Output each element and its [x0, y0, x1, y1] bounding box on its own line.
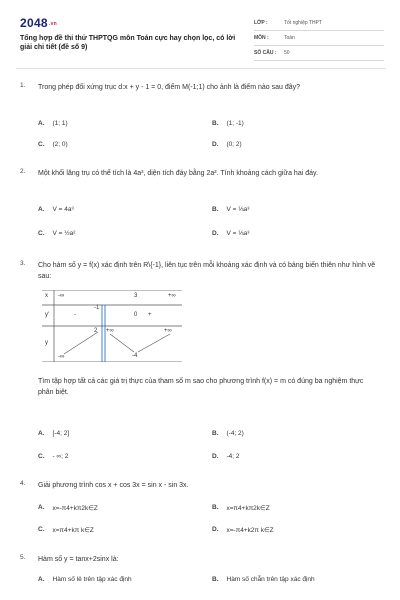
option-c[interactable]	[38, 526, 94, 534]
option-b[interactable]	[212, 120, 244, 127]
question-text: Hàm số y = tanx+2sinx là:	[38, 556, 119, 563]
option-text: V = ⅓a³	[226, 230, 250, 237]
option-text: V = ½a²	[52, 230, 76, 237]
option-key: D.	[212, 526, 219, 533]
x-value: 3	[134, 293, 138, 299]
header	[16, 12, 386, 64]
x-value: -1	[94, 305, 100, 311]
question-number: 1.	[20, 82, 26, 89]
variation-table-grid	[42, 290, 182, 362]
option-text: x=-π4+k2π k∈Z	[226, 527, 274, 534]
y-value: -4	[132, 353, 138, 359]
y-value: +∞	[164, 328, 172, 334]
option-key: C.	[38, 230, 45, 237]
option-text: x=π4+kπ k∈Z	[52, 527, 94, 534]
option-a[interactable]	[38, 430, 69, 437]
option-text: V = ⅓a³	[226, 206, 250, 213]
meta-row-count	[254, 46, 384, 61]
option-key: A.	[38, 576, 45, 583]
option-text: x=π4+kπ2k∈Z	[226, 505, 270, 512]
option-key: A.	[38, 430, 45, 437]
meta-value: 50	[284, 50, 290, 56]
y-value: 2	[94, 328, 98, 334]
x-value: -∞	[58, 293, 65, 299]
exam-title: Tổng hợp đề thi thử THPTQG môn Toán cực hay chọn lọc, có lời giải chi tiết (đề số 9)	[20, 35, 236, 51]
option-key: C.	[38, 141, 45, 148]
option-key: C.	[38, 453, 45, 460]
option-key: A.	[38, 504, 45, 511]
option-text: Hàm số chẵn trên tập xác định	[226, 576, 315, 583]
y-value: -∞	[58, 354, 65, 360]
option-text: (2; 0)	[52, 141, 68, 148]
derivative-sign: -	[74, 312, 76, 318]
question-text: Cho hàm số y = f(x) xác định trên R\{-1}, liên tục trên mỗi khoảng xác định và có bảng biến thiên như hình vẽ sau:	[38, 262, 376, 280]
option-c[interactable]	[38, 230, 75, 237]
question-number: 2.	[20, 168, 26, 175]
option-a[interactable]	[38, 576, 132, 583]
option-d[interactable]	[212, 230, 249, 237]
meta-label: MÔN :	[254, 35, 269, 41]
question-number: 4.	[20, 480, 26, 487]
row-label-y: y	[45, 340, 48, 346]
option-b[interactable]	[212, 576, 315, 583]
option-c[interactable]	[38, 141, 68, 148]
exam-meta	[254, 16, 384, 61]
question-text: Trong phép đối xứng trục d:x + y - 1 = 0, điểm M(-1;1) cho ảnh là điểm nào sau đây?	[38, 84, 301, 91]
option-text: (1; -1)	[226, 120, 244, 127]
derivative-zero: 0	[134, 312, 138, 318]
row-label-x: x	[45, 293, 48, 299]
option-text: x=-π4+kπ2k∈Z	[52, 505, 98, 512]
meta-row-class	[254, 16, 384, 31]
x-value: +∞	[168, 293, 176, 299]
question-text: Một khối lăng trụ có thể tích là 4a³, diện tích đáy bằng 2a². Tính khoảng cách giữa hai đáy.	[38, 170, 318, 177]
logo-suffix: .vn	[48, 20, 58, 27]
logo-text: 2048	[20, 16, 48, 30]
option-text: (-4; 2)	[226, 430, 244, 437]
option-d[interactable]	[212, 453, 240, 460]
variation-table	[42, 290, 182, 362]
option-text: (0; 2)	[226, 141, 242, 148]
option-key: D.	[212, 141, 219, 148]
question-number: 5.	[20, 554, 26, 561]
question-text: Giải phương trình cos x + cos 3x = sin x - sin 3x.	[38, 482, 189, 489]
option-b[interactable]	[212, 504, 270, 512]
option-b[interactable]	[212, 206, 249, 213]
option-b[interactable]	[212, 430, 244, 437]
header-divider	[16, 68, 386, 69]
option-key: A.	[38, 206, 45, 213]
meta-value: Toán	[284, 35, 295, 41]
meta-value: Tốt nghiệp THPT	[284, 20, 322, 26]
option-text: - ∞; 2	[52, 453, 69, 460]
y-value: +∞	[106, 328, 114, 334]
option-c[interactable]	[38, 453, 68, 460]
option-text: (1; 1)	[52, 120, 68, 127]
option-text: -4; 2	[226, 453, 240, 460]
option-a[interactable]	[38, 504, 98, 512]
option-text: [-4; 2]	[52, 430, 70, 437]
meta-label: LỚP :	[254, 20, 268, 26]
option-d[interactable]	[212, 141, 242, 148]
meta-row-subject	[254, 31, 384, 46]
option-key: B.	[212, 120, 219, 127]
option-key: D.	[212, 453, 219, 460]
option-a[interactable]	[38, 206, 74, 213]
option-key: B.	[212, 430, 219, 437]
question-text-followup: Tìm tập hợp tất cả các giá trị thực của tham số m sao cho phương trình f(x) = m có đúng ba nghiệm thực phân biệt.	[38, 378, 364, 396]
option-text: Hàm số lẻ trên tập xác định	[52, 576, 132, 583]
option-key: A.	[38, 120, 45, 127]
row-label-yprime: y'	[45, 312, 50, 318]
option-text: V = 4a³	[52, 206, 74, 213]
option-key: C.	[38, 526, 45, 533]
meta-label: SỐ CÂU :	[254, 50, 277, 56]
option-d[interactable]	[212, 526, 274, 534]
option-a[interactable]	[38, 120, 68, 127]
option-key: B.	[212, 504, 219, 511]
question-number: 3.	[20, 260, 26, 267]
derivative-sign: +	[148, 312, 152, 318]
option-key: B.	[212, 206, 219, 213]
site-logo[interactable]	[20, 16, 57, 30]
option-key: B.	[212, 576, 219, 583]
option-key: D.	[212, 230, 219, 237]
